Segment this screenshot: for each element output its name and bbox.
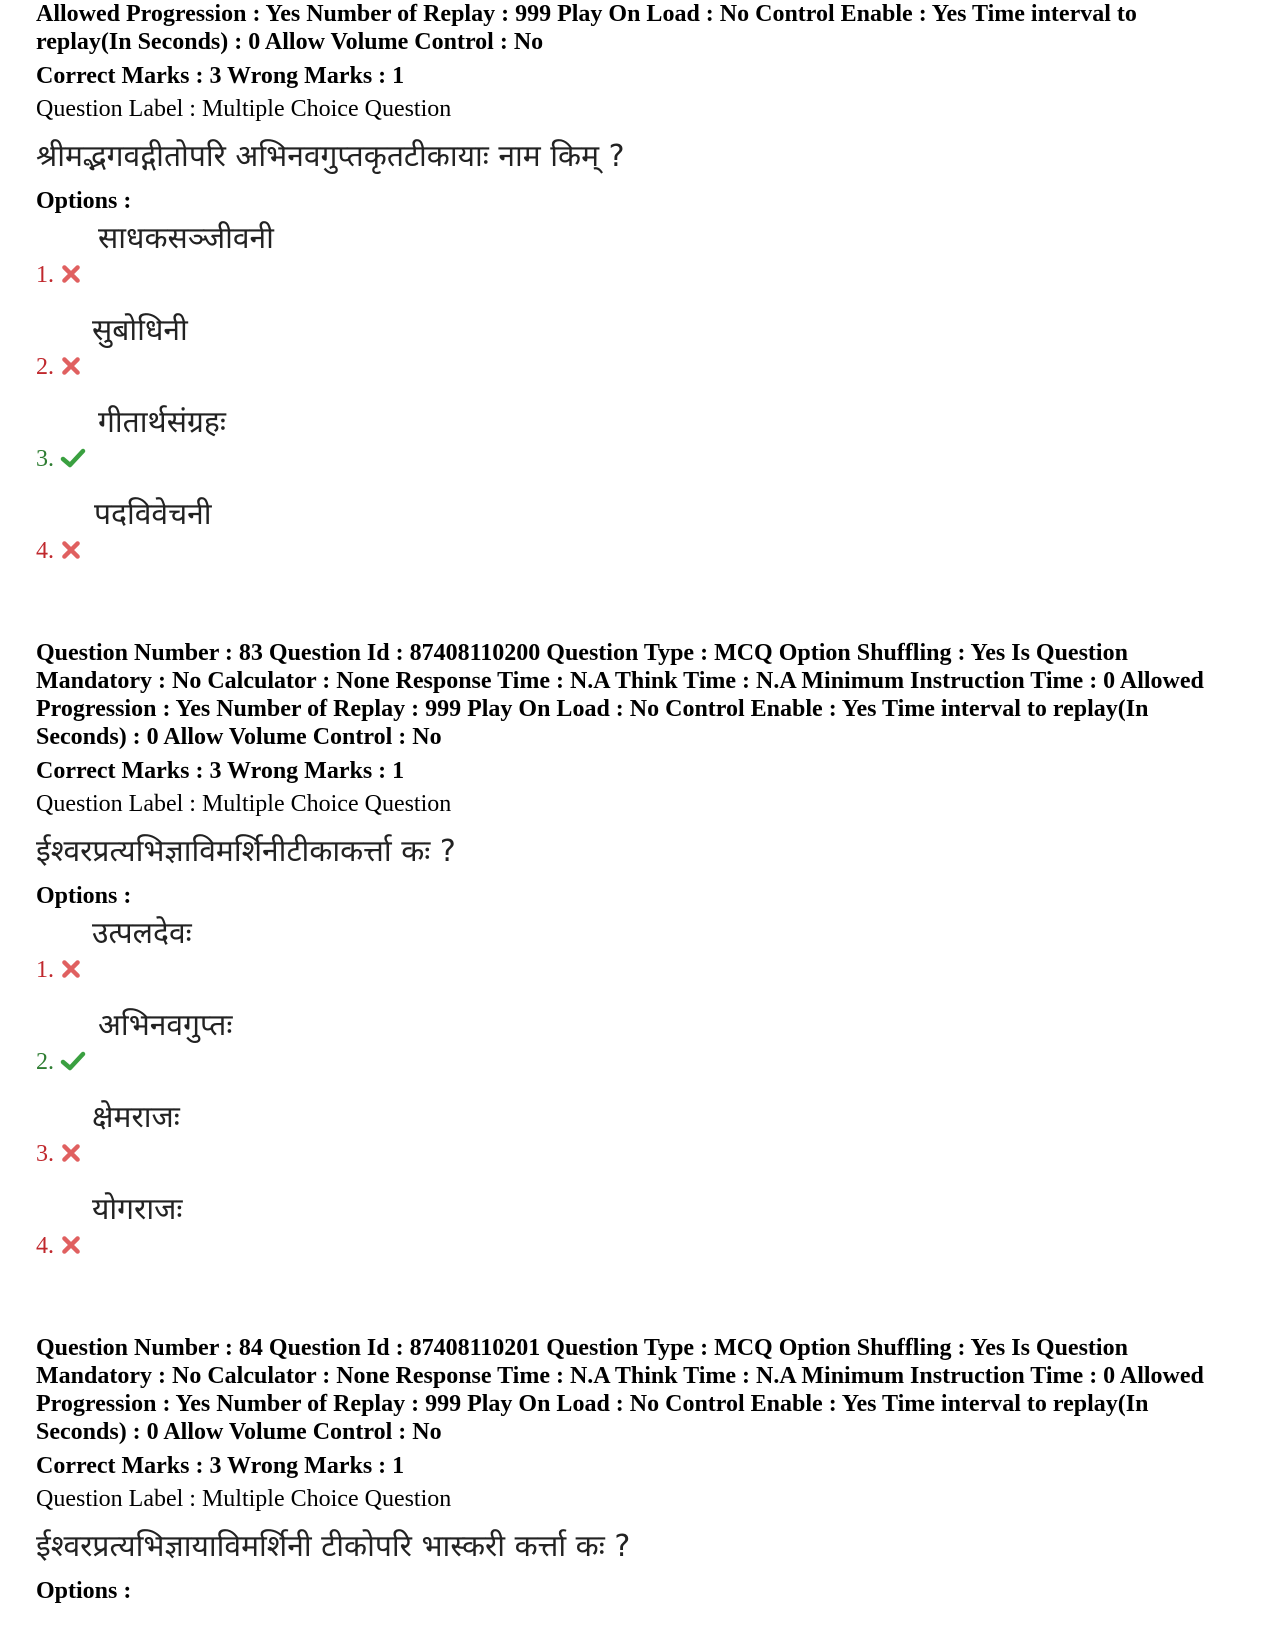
question-label: Question Label : Multiple Choice Question	[36, 791, 452, 817]
option-text: पदविवेचनी	[94, 497, 212, 532]
question-label: Question Label : Multiple Choice Question	[36, 1486, 452, 1512]
option-2	[36, 1002, 1236, 1094]
option-text: क्षेमराजः	[92, 1100, 180, 1135]
option-3	[36, 1094, 1236, 1186]
cross-icon	[60, 539, 82, 561]
option-4	[36, 1186, 1236, 1278]
option-1	[36, 215, 1236, 307]
option-text: उत्पलदेवः	[92, 916, 192, 951]
cross-icon	[60, 263, 82, 285]
option-3	[36, 399, 1236, 491]
option-1	[36, 910, 1236, 1002]
cross-icon	[60, 355, 82, 377]
option-text: योगराजः	[92, 1192, 183, 1227]
option-text: सुबोधिनी	[92, 313, 188, 348]
option-number: 1.	[36, 957, 54, 983]
option-text: साधकसञ्जीवनी	[98, 221, 274, 256]
question-meta: Allowed Progression : Yes Number of Replay : 999 Play On Load : No Control Enable : Yes Time interval to replay(In Seconds) : 0 Allow Volume Control : No	[36, 1, 1137, 55]
option-number: 2.	[36, 1049, 54, 1075]
question-block-84	[36, 1334, 1236, 1605]
option-4	[36, 491, 1236, 583]
option-number: 2.	[36, 354, 54, 380]
question-meta: Question Number : 84 Question Id : 87408110201 Question Type : MCQ Option Shuffling : Yes Is Question Mandatory : No Calculator : None Response Time : N.A Think Time : N.A Minimum Instruction Time : 0 Allowed Progression : Yes Number of Replay : 999 Play On Load : No Control Enable : Yes Time interval to replay(In Seconds) : 0 Allow Volume Control : No	[36, 1335, 1204, 1445]
option-number: 4.	[36, 1233, 54, 1259]
options-heading: Options :	[36, 1578, 132, 1604]
options-heading: Options :	[36, 883, 132, 909]
options-heading: Options :	[36, 188, 132, 214]
check-icon	[60, 1050, 86, 1072]
option-number: 1.	[36, 262, 54, 288]
spacer	[36, 1278, 1236, 1334]
question-marks: Correct Marks : 3 Wrong Marks : 1	[36, 758, 405, 784]
question-text: ईश्वरप्रत्यभिज्ञाविमर्शिनीटीकाकर्त्ता कः ?	[36, 834, 456, 869]
question-label: Question Label : Multiple Choice Question	[36, 96, 452, 122]
option-number: 4.	[36, 538, 54, 564]
question-text: ईश्वरप्रत्यभिज्ञायाविमर्शिनी टीकोपरि भास्करी कर्त्ता कः ?	[36, 1529, 631, 1564]
question-meta: Question Number : 83 Question Id : 87408110200 Question Type : MCQ Option Shuffling : Yes Is Question Mandatory : No Calculator : None Response Time : N.A Think Time : N.A Minimum Instruction Time : 0 Allowed Progression : Yes Number of Replay : 999 Play On Load : No Control Enable : Yes Time interval to replay(In Seconds) : 0 Allow Volume Control : No	[36, 640, 1204, 750]
option-number: 3.	[36, 446, 54, 472]
question-marks: Correct Marks : 3 Wrong Marks : 1	[36, 1453, 405, 1479]
question-text: श्रीमद्भगवद्गीतोपरि अभिनवगुप्तकृतटीकायाः नाम किम् ?	[36, 139, 625, 174]
spacer	[36, 583, 1236, 639]
question-block-83	[36, 639, 1236, 1278]
option-text: गीतार्थसंग्रहः	[98, 405, 226, 440]
option-number: 3.	[36, 1141, 54, 1167]
document-page	[36, 0, 1236, 1605]
cross-icon	[60, 1234, 82, 1256]
question-marks: Correct Marks : 3 Wrong Marks : 1	[36, 63, 405, 89]
cross-icon	[60, 958, 82, 980]
question-block-82	[36, 0, 1236, 583]
check-icon	[60, 447, 86, 469]
option-2	[36, 307, 1236, 399]
cross-icon	[60, 1142, 82, 1164]
option-text: अभिनवगुप्तः	[98, 1008, 233, 1043]
